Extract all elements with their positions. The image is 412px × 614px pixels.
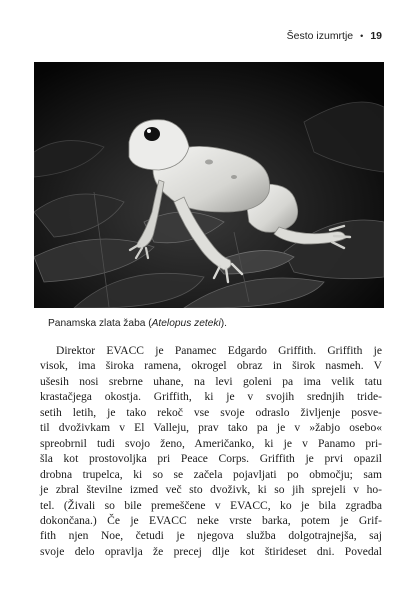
figure-caption — [48, 318, 378, 329]
text-line: krastačjega okostja. Griffith, ki je v svojih srednjih tride- — [40, 391, 382, 404]
text-line: je zbral številne izmed več sto dvoživk, ki so jih sprejeli v ho- — [40, 484, 382, 497]
text-line: setih letih, je tako rekoč vse svoje odraslo življenje posve- — [40, 406, 382, 419]
text-line: visok, ima široka ramena, okrogel obraz in širok nasmeh. V — [40, 360, 382, 373]
text-line: drobna trupelca, ki so se začela pojavljati po območju; sam — [40, 468, 382, 481]
caption-species: Atelopus zeteki — [151, 318, 221, 329]
caption-suffix: ). — [220, 318, 227, 329]
text-line: šla kot prostovoljka pri Peace Corps. Griffith je prvi opazil — [40, 453, 382, 466]
text-line: fith njen Noe, četudi je njegova služba dolgotrajnejša, saj — [40, 530, 382, 543]
text-line: tel. (Živali so bile premeščene v EVACC, ko je bila zgradba — [40, 499, 382, 512]
text-line: Direktor EVACC je Panamec Edgardo Griffith. Griffith je — [56, 345, 382, 357]
text-line: dokončana.) Če je EVACC neke vrste barka, potem je Grif- — [40, 514, 382, 527]
bullet-separator: • — [360, 31, 364, 41]
frog-eye — [144, 127, 160, 141]
caption-prefix: Panamska zlata žaba ( — [48, 318, 152, 329]
frog-photograph — [34, 62, 384, 308]
running-head — [287, 30, 382, 42]
text-line: spreobrnil tudi svojo ženo, Američanko, ki je v Panamo pri- — [40, 437, 382, 450]
frog-illustration — [34, 62, 384, 308]
chapter-title: Šesto izumrtje — [286, 30, 354, 42]
text-line: svoje delo opravlja že precej dlje kot štirideset dni. Povedal — [40, 545, 382, 558]
text-line: til dvoživkam v El Valleju, prav tako pa je v »žabjo osebo« — [40, 422, 382, 435]
body-paragraph — [40, 344, 382, 560]
text-line: ušesih nosi srebrne uhane, na levi goleni pa ima velik tatu — [40, 375, 382, 388]
page-number: 19 — [370, 30, 382, 42]
